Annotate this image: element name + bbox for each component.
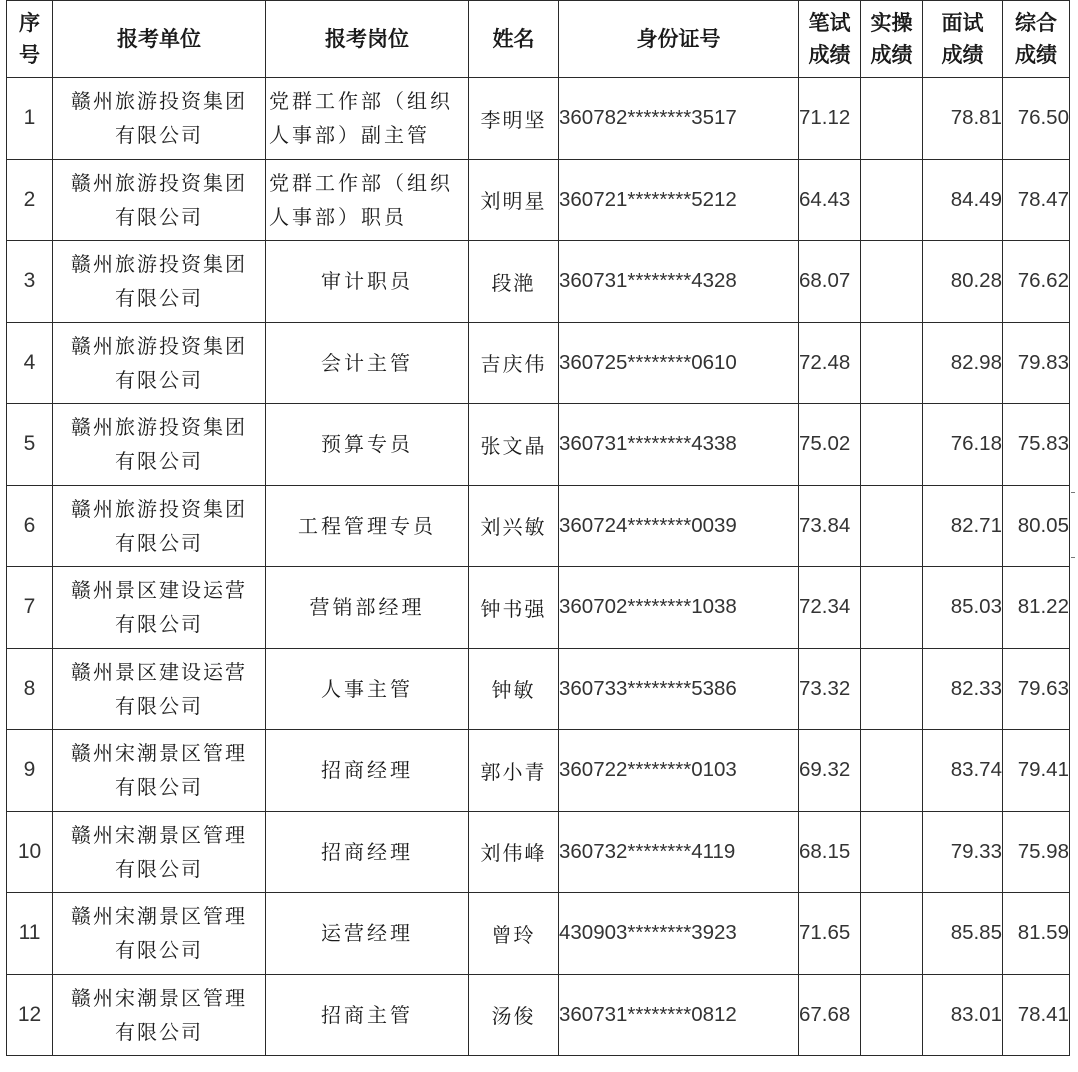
- row-unit-line: 有限公司: [115, 775, 203, 800]
- row-unit-line: 赣州宋潮景区管理: [71, 822, 247, 847]
- row-practical: [861, 159, 923, 241]
- header-row: [7, 1, 1070, 78]
- row-name: 郭小青: [469, 730, 559, 812]
- row-post: [266, 485, 469, 567]
- row-name: 汤俊: [469, 974, 559, 1056]
- row-name: 吉庆伟: [469, 322, 559, 404]
- row-seq: 3: [7, 241, 53, 323]
- row-seq: 10: [7, 811, 53, 893]
- row-id: 360732********4119: [559, 811, 799, 893]
- row-written: 67.68: [799, 974, 861, 1056]
- row-post: [266, 893, 469, 975]
- table-row: [7, 485, 1070, 567]
- row-unit-line: 赣州旅游投资集团: [71, 496, 247, 521]
- row-unit-line: 赣州旅游投资集团: [71, 333, 247, 358]
- row-interview: 82.33: [923, 648, 1003, 730]
- row-total: 75.83: [1003, 404, 1070, 486]
- row-post-line: 党群工作部（组织: [269, 89, 453, 114]
- row-interview: 79.33: [923, 811, 1003, 893]
- row-post: [266, 567, 469, 649]
- row-unit-line: 有限公司: [115, 204, 203, 229]
- table-row: [7, 78, 1070, 160]
- table-row: [7, 811, 1070, 893]
- row-unit-line: 赣州旅游投资集团: [71, 89, 247, 114]
- table-row: [7, 730, 1070, 812]
- row-id: 360725********0610: [559, 322, 799, 404]
- row-unit: [53, 730, 266, 812]
- row-post: [266, 648, 469, 730]
- row-practical: [861, 485, 923, 567]
- row-unit-line: 有限公司: [115, 367, 203, 392]
- header-seq-line1: 序: [19, 11, 40, 35]
- edge-tick: [1071, 492, 1075, 493]
- table-header: [7, 1, 1070, 78]
- row-interview: 82.98: [923, 322, 1003, 404]
- row-written: 71.12: [799, 78, 861, 160]
- row-id: 360731********4338: [559, 404, 799, 486]
- row-unit: [53, 893, 266, 975]
- row-written: 73.84: [799, 485, 861, 567]
- row-unit-line: 有限公司: [115, 449, 203, 474]
- table-row: [7, 974, 1070, 1056]
- row-unit: [53, 159, 266, 241]
- row-unit: [53, 811, 266, 893]
- row-id: 360724********0039: [559, 485, 799, 567]
- row-name: 张文晶: [469, 404, 559, 486]
- row-practical: [861, 322, 923, 404]
- header-name: 姓名: [469, 1, 559, 78]
- row-unit-line: 有限公司: [115, 938, 203, 963]
- row-post-line: 党群工作部（组织: [269, 170, 453, 195]
- row-total: 78.47: [1003, 159, 1070, 241]
- row-name: 钟书强: [469, 567, 559, 649]
- row-total: 79.83: [1003, 322, 1070, 404]
- row-unit: [53, 404, 266, 486]
- row-post-line: 人事部）职员: [269, 204, 407, 229]
- row-post-line: 预算专员: [321, 432, 413, 457]
- row-unit-line: 赣州宋潮景区管理: [71, 741, 247, 766]
- header-written: [799, 1, 861, 78]
- header-total-line2: 成绩: [1015, 43, 1057, 67]
- row-post: [266, 159, 469, 241]
- row-seq: 1: [7, 78, 53, 160]
- row-post-line: 招商经理: [321, 839, 413, 864]
- table-row: [7, 404, 1070, 486]
- row-total: 78.41: [1003, 974, 1070, 1056]
- row-written: 75.02: [799, 404, 861, 486]
- row-interview: 83.01: [923, 974, 1003, 1056]
- row-id: 360733********5386: [559, 648, 799, 730]
- table-row: [7, 567, 1070, 649]
- row-post: [266, 730, 469, 812]
- edge-tick: [1071, 557, 1075, 558]
- row-unit-line: 有限公司: [115, 123, 203, 148]
- table-body: [7, 78, 1070, 1056]
- header-seq: [7, 1, 53, 78]
- row-interview: 76.18: [923, 404, 1003, 486]
- row-written: 68.15: [799, 811, 861, 893]
- row-unit-line: 有限公司: [115, 856, 203, 881]
- header-unit: 报考单位: [53, 1, 266, 78]
- header-post: 报考岗位: [266, 1, 469, 78]
- row-id: 360731********4328: [559, 241, 799, 323]
- header-written-line1: 笔试: [808, 11, 851, 35]
- row-total: 76.62: [1003, 241, 1070, 323]
- row-unit-line: 赣州景区建设运营: [71, 659, 247, 684]
- row-name: 刘兴敏: [469, 485, 559, 567]
- row-unit-line: 赣州宋潮景区管理: [71, 985, 247, 1010]
- row-interview: 85.85: [923, 893, 1003, 975]
- row-written: 73.32: [799, 648, 861, 730]
- row-written: 64.43: [799, 159, 861, 241]
- row-written: 68.07: [799, 241, 861, 323]
- row-written: 69.32: [799, 730, 861, 812]
- row-name: 李明坚: [469, 78, 559, 160]
- row-interview: 84.49: [923, 159, 1003, 241]
- row-unit-line: 赣州旅游投资集团: [71, 415, 247, 440]
- row-post-line: 招商主管: [321, 1002, 413, 1027]
- row-post-line: 审计职员: [321, 269, 413, 294]
- table-row: [7, 893, 1070, 975]
- header-id: 身份证号: [559, 1, 799, 78]
- header-seq-line2: 号: [19, 43, 40, 67]
- header-practical: [861, 1, 923, 78]
- row-unit-line: 赣州旅游投资集团: [71, 252, 247, 277]
- row-id: 360721********5212: [559, 159, 799, 241]
- row-seq: 8: [7, 648, 53, 730]
- row-post-line: 会计主管: [321, 350, 413, 375]
- row-unit-line: 有限公司: [115, 286, 203, 311]
- row-total: 76.50: [1003, 78, 1070, 160]
- table-row: [7, 241, 1070, 323]
- row-id: 360731********0812: [559, 974, 799, 1056]
- row-seq: 9: [7, 730, 53, 812]
- row-practical: [861, 78, 923, 160]
- row-interview: 85.03: [923, 567, 1003, 649]
- row-unit: [53, 485, 266, 567]
- row-practical: [861, 567, 923, 649]
- row-practical: [861, 404, 923, 486]
- row-unit-line: 赣州景区建设运营: [71, 578, 247, 603]
- row-post: [266, 404, 469, 486]
- row-practical: [861, 241, 923, 323]
- row-interview: 78.81: [923, 78, 1003, 160]
- row-written: 72.48: [799, 322, 861, 404]
- row-name: 段滟: [469, 241, 559, 323]
- row-unit: [53, 241, 266, 323]
- row-total: 80.05: [1003, 485, 1070, 567]
- score-table: [6, 0, 1070, 1056]
- row-interview: 83.74: [923, 730, 1003, 812]
- row-seq: 11: [7, 893, 53, 975]
- row-id: 360782********3517: [559, 78, 799, 160]
- row-total: 81.59: [1003, 893, 1070, 975]
- row-post-line: 运营经理: [321, 921, 413, 946]
- row-post-line: 人事部）副主管: [269, 123, 430, 148]
- row-post-line: 招商经理: [321, 758, 413, 783]
- row-post: [266, 322, 469, 404]
- table-row: [7, 648, 1070, 730]
- row-unit: [53, 567, 266, 649]
- row-seq: 2: [7, 159, 53, 241]
- row-practical: [861, 730, 923, 812]
- row-seq: 12: [7, 974, 53, 1056]
- row-id: 360702********1038: [559, 567, 799, 649]
- header-written-line2: 成绩: [808, 43, 851, 67]
- header-interview-line2: 成绩: [941, 43, 984, 67]
- header-practical-line1: 实操: [870, 11, 913, 35]
- row-unit-line: 有限公司: [115, 530, 203, 555]
- row-total: 81.22: [1003, 567, 1070, 649]
- row-unit: [53, 78, 266, 160]
- row-post: [266, 78, 469, 160]
- row-total: 75.98: [1003, 811, 1070, 893]
- header-interview: [923, 1, 1003, 78]
- row-practical: [861, 974, 923, 1056]
- header-total-line1: 综合: [1015, 11, 1057, 35]
- row-id: 360722********0103: [559, 730, 799, 812]
- row-name: 刘伟峰: [469, 811, 559, 893]
- row-unit-line: 赣州旅游投资集团: [71, 170, 247, 195]
- header-practical-line2: 成绩: [870, 43, 913, 67]
- row-unit: [53, 974, 266, 1056]
- row-practical: [861, 811, 923, 893]
- row-unit-line: 有限公司: [115, 1019, 203, 1044]
- table-row: [7, 159, 1070, 241]
- row-written: 71.65: [799, 893, 861, 975]
- row-written: 72.34: [799, 567, 861, 649]
- header-total: [1003, 1, 1070, 78]
- row-post-line: 营销部经理: [309, 595, 425, 620]
- table-row: [7, 322, 1070, 404]
- row-name: 刘明星: [469, 159, 559, 241]
- row-post-line: 工程管理专员: [298, 513, 436, 538]
- row-unit-line: 有限公司: [115, 693, 203, 718]
- row-seq: 5: [7, 404, 53, 486]
- row-interview: 80.28: [923, 241, 1003, 323]
- row-unit-line: 赣州宋潮景区管理: [71, 904, 247, 929]
- row-name: 曾玲: [469, 893, 559, 975]
- row-practical: [861, 893, 923, 975]
- row-post: [266, 974, 469, 1056]
- row-seq: 6: [7, 485, 53, 567]
- row-unit-line: 有限公司: [115, 612, 203, 637]
- row-unit: [53, 322, 266, 404]
- row-unit: [53, 648, 266, 730]
- row-total: 79.63: [1003, 648, 1070, 730]
- row-seq: 4: [7, 322, 53, 404]
- row-post: [266, 811, 469, 893]
- row-post-line: 人事主管: [321, 676, 413, 701]
- row-post: [266, 241, 469, 323]
- row-practical: [861, 648, 923, 730]
- row-id: 430903********3923: [559, 893, 799, 975]
- row-seq: 7: [7, 567, 53, 649]
- header-interview-line1: 面试: [941, 11, 984, 35]
- row-interview: 82.71: [923, 485, 1003, 567]
- row-name: 钟敏: [469, 648, 559, 730]
- row-total: 79.41: [1003, 730, 1070, 812]
